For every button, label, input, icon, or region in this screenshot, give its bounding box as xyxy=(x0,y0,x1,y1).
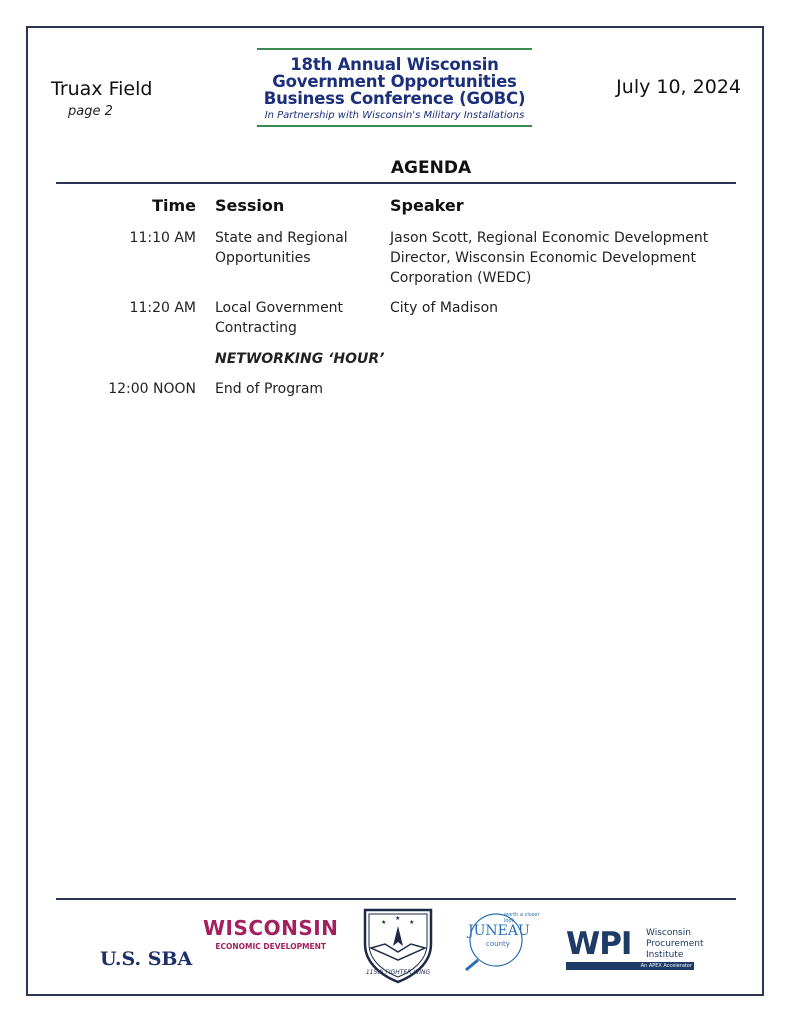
juneau-name: JUNEAU xyxy=(468,923,530,939)
conference-logo xyxy=(257,48,532,127)
logo-bottom-rule xyxy=(257,125,532,127)
wedc-logo xyxy=(203,916,338,951)
location-label: Truax Field xyxy=(51,78,153,100)
row1-speaker: Jason Scott, Regional Economic Development Director, Wisconsin Economic Development Corporation (WEDC) xyxy=(390,230,709,286)
row2-speaker: City of Madison xyxy=(390,300,499,316)
conference-title-line2: Government Opportunities xyxy=(272,72,517,91)
juneau-tagline: worth a closer look xyxy=(504,912,540,924)
wedc-logo-subtext: ECONOMIC DEVELOPMENT xyxy=(215,942,327,951)
svg-text:★: ★ xyxy=(409,919,415,926)
header-divider xyxy=(56,182,736,184)
wpi-name: Wisconsin Procurement Institute xyxy=(646,928,704,960)
wedc-logo-text: WISCONSIN xyxy=(203,916,339,940)
wpi-abbr: WPI xyxy=(566,926,632,962)
event-date: July 10, 2024 xyxy=(616,76,741,98)
sba-logo: U.S. SBA xyxy=(100,948,193,970)
fighter-wing-shield-icon xyxy=(357,902,439,984)
wpi-tagline: An APEX Accelerator xyxy=(566,962,694,970)
juneau-sub: county xyxy=(486,940,510,948)
row2-time: 11:20 AM xyxy=(129,300,196,316)
juneau-county-logo xyxy=(462,912,542,972)
row2-session: Local Government Contracting xyxy=(215,300,344,336)
conference-subtitle: In Partnership with Wisconsin's Military Installations xyxy=(264,110,525,121)
svg-text:★: ★ xyxy=(381,919,387,926)
column-header-time: Time xyxy=(152,196,196,215)
row1-time: 11:10 AM xyxy=(129,230,196,246)
conference-title-line1: 18th Annual Wisconsin xyxy=(290,55,499,74)
row3-session-networking: NETWORKING ‘HOUR’ xyxy=(215,351,385,367)
column-header-session: Session xyxy=(215,196,285,215)
svg-text:★: ★ xyxy=(395,915,401,922)
conference-title-line3: Business Conference (GOBC) xyxy=(263,89,526,108)
wing-label: 115th FIGHTER WING xyxy=(365,969,431,976)
agenda-title: AGENDA xyxy=(390,158,472,178)
logo-top-rule xyxy=(257,48,532,50)
page-number: page 2 xyxy=(68,104,113,119)
column-header-speaker: Speaker xyxy=(390,196,464,215)
row4-time: 12:00 NOON xyxy=(108,381,196,397)
row4-session: End of Program xyxy=(215,381,324,397)
footer-divider xyxy=(56,898,736,900)
row1-session: State and Regional Opportunities xyxy=(215,230,348,266)
